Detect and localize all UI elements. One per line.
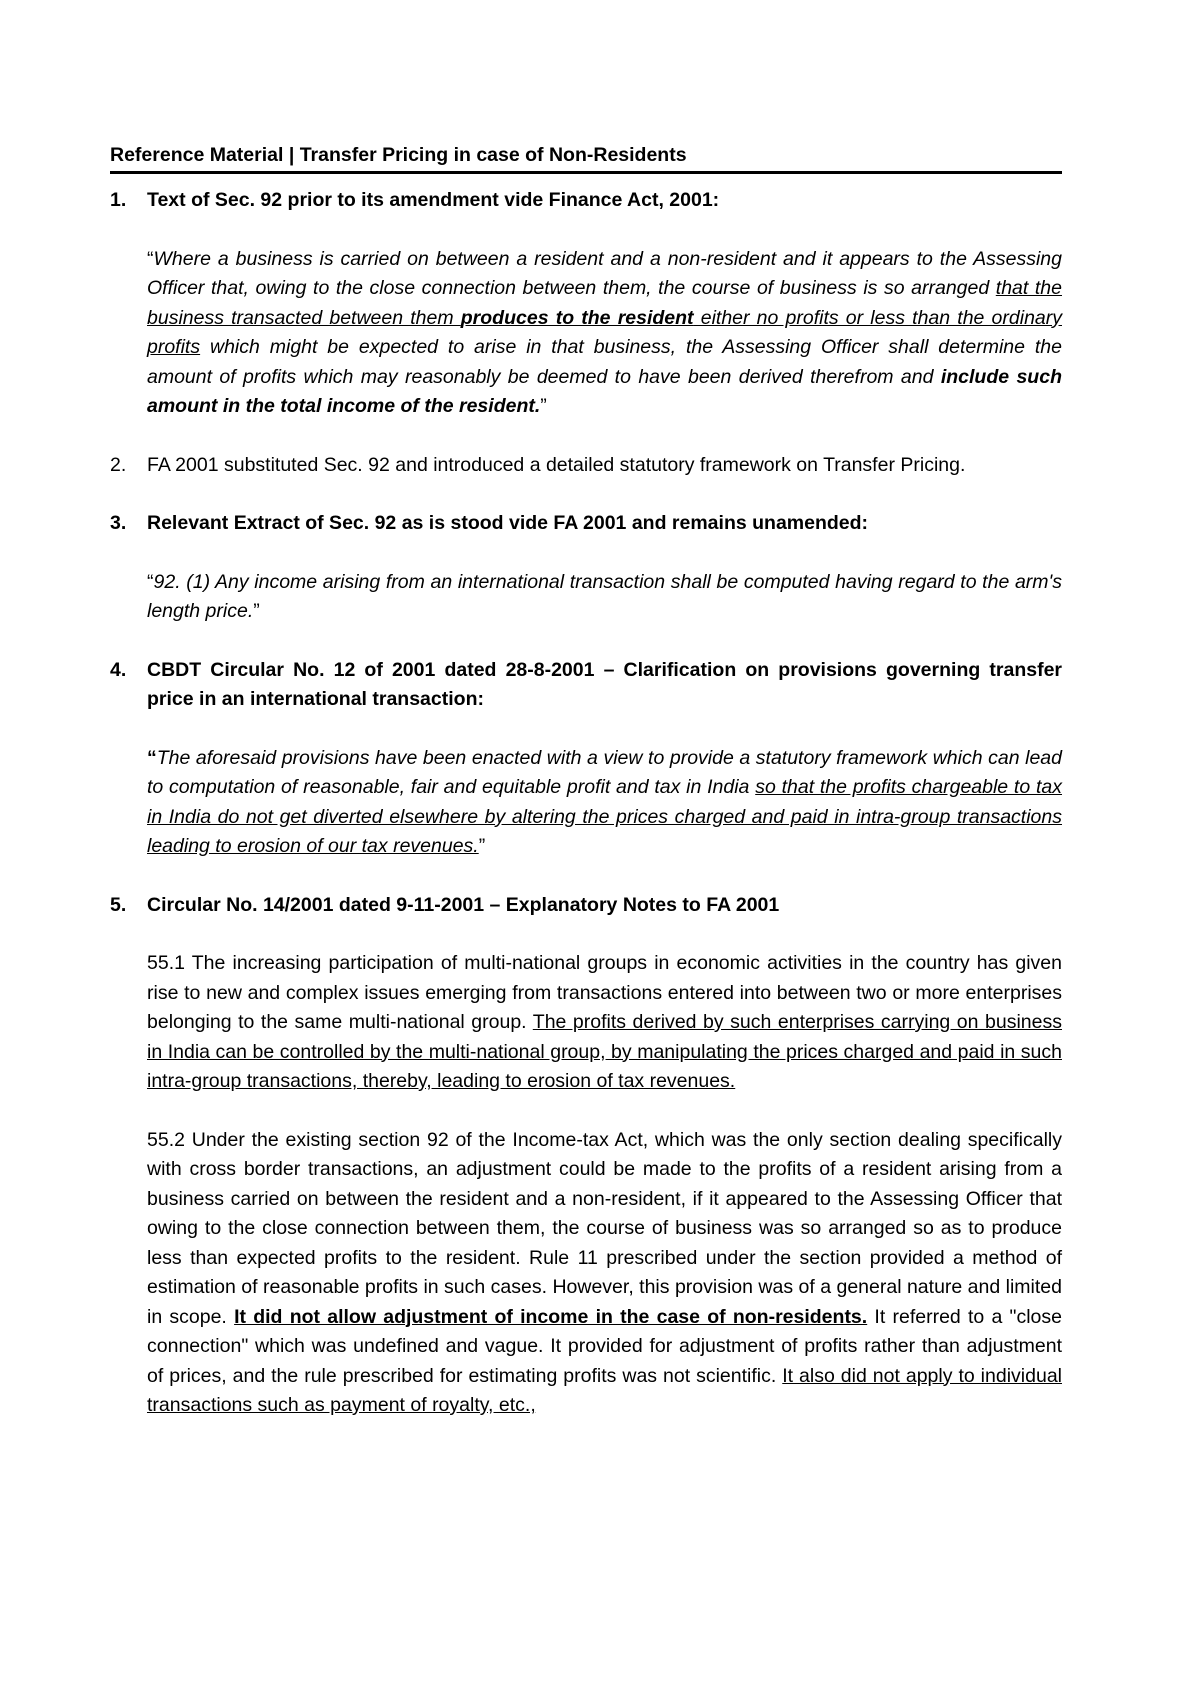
quote-emphasis-text: produces to the resident (460, 306, 694, 329)
quote-open: “ (147, 746, 157, 769)
paragraph-emphasis-text: It did not allow adjustment of income in the case of non-residents. (234, 1305, 868, 1328)
list-item (110, 186, 1062, 422)
item-number: 5. (110, 893, 127, 916)
quote-underlined-text: so that the profits chargeable to tax in India do not get diverted elsewhere by altering the prices charged and paid in intra-group transactions leading to erosion of our tax revenues. (147, 776, 1062, 857)
quote-text: 92. (1) Any income arising from an international transaction shall be computed having regard to the arm's length price. (147, 570, 1062, 622)
paragraph-underlined-text: The profits derived by such enterprises carrying on business in India can be controlled by the multi-national group, by manipulating the prices charged and paid in such intra-group transactions, thereby, leading to erosion of tax revenues. (147, 1011, 1062, 1092)
item-number: 2. (110, 453, 127, 476)
circular-quote (147, 744, 1062, 862)
item-heading: Text of Sec. 92 prior to its amendment vide Finance Act, 2001: (147, 189, 720, 211)
quote-text: The aforesaid provisions have been enacted with a view to provide a statutory framework which can lead to computation of reasonable, fair and equitable profit and tax in India (147, 746, 1062, 798)
statute-quote (147, 568, 1062, 627)
item-number: 4. (110, 658, 127, 681)
list-item (110, 451, 1062, 481)
list-item (110, 656, 1062, 862)
quote-open: “ (147, 247, 154, 270)
item-number: 1. (110, 189, 127, 211)
document-page (110, 142, 1062, 1421)
paragraph-text: 55.2 Under the existing section 92 of the Income-tax Act, which was the only section dealing specifically with cross border transactions, an adjustment could be made to the profits of a resident arising from a business carried on between the resident and a non-resident, if it appeared to the Assessing Officer that owing to the close connection between them, the course of business was so arranged so as to produce less than expected profits to the resident. Rule 11 prescribed under the section provided a method of estimation of reasonable profits in such cases. However, this provision was of a general nature and limited in scope. (147, 1128, 1062, 1328)
explanatory-paragraph (147, 1126, 1062, 1421)
item-heading: Relevant Extract of Sec. 92 as is stood vide FA 2001 and remains unamended: (147, 512, 869, 534)
list-item (110, 891, 1062, 1421)
paragraph-underlined-text: It also did not apply to individual transactions such as payment of royalty, etc., (147, 1364, 1062, 1416)
item-text: FA 2001 substituted Sec. 92 and introduced a detailed statutory framework on Transfer Pricing. (147, 453, 966, 476)
statute-quote (147, 245, 1062, 422)
item-heading: CBDT Circular No. 12 of 2001 dated 28-8-2001 – Clarification on provisions governing transfer price in an international transaction: (147, 658, 1062, 710)
quote-open: “ (147, 570, 154, 593)
paragraph-text: It referred to a "close connection" which was undefined and vague. It provided for adjustment of profits rather than adjustment of prices, and the rule prescribed for estimating profits was not scientific. (147, 1305, 1062, 1387)
quote-underlined-text: that the business transacted between them (147, 277, 1062, 329)
quote-bold-text: include such amount in the total income of the resident. (147, 365, 1062, 417)
list-item (110, 509, 1062, 627)
item-number: 3. (110, 512, 127, 534)
item-heading: Circular No. 14/2001 dated 9-11-2001 – Explanatory Notes to FA 2001 (147, 893, 780, 916)
paragraph-text: 55.1 The increasing participation of multi-national groups in economic activities in the country has given rise to new and complex issues emerging from transactions entered into between two or more enterprises belonging to the same multi-national group. (147, 952, 1062, 1033)
quote-close: ” (253, 600, 260, 622)
quote-close: ” (540, 395, 547, 417)
document-title: Reference Material | Transfer Pricing in case of Non-Residents (110, 142, 1062, 174)
quote-close: ” (478, 835, 486, 857)
quote-text: which might be expected to arise in that business, the Assessing Officer shall determine the amount of profits which may reasonably be deemed to have been derived therefrom and (147, 336, 1062, 388)
quote-text: Where a business is carried on between a resident and a non-resident and it appears to the Assessing Officer that, owing to the close connection between them, the course of business is so arranged (147, 247, 1062, 299)
explanatory-paragraph (147, 949, 1062, 1097)
quote-underlined-text: either no profits or less than the ordinary profits (147, 306, 1062, 358)
